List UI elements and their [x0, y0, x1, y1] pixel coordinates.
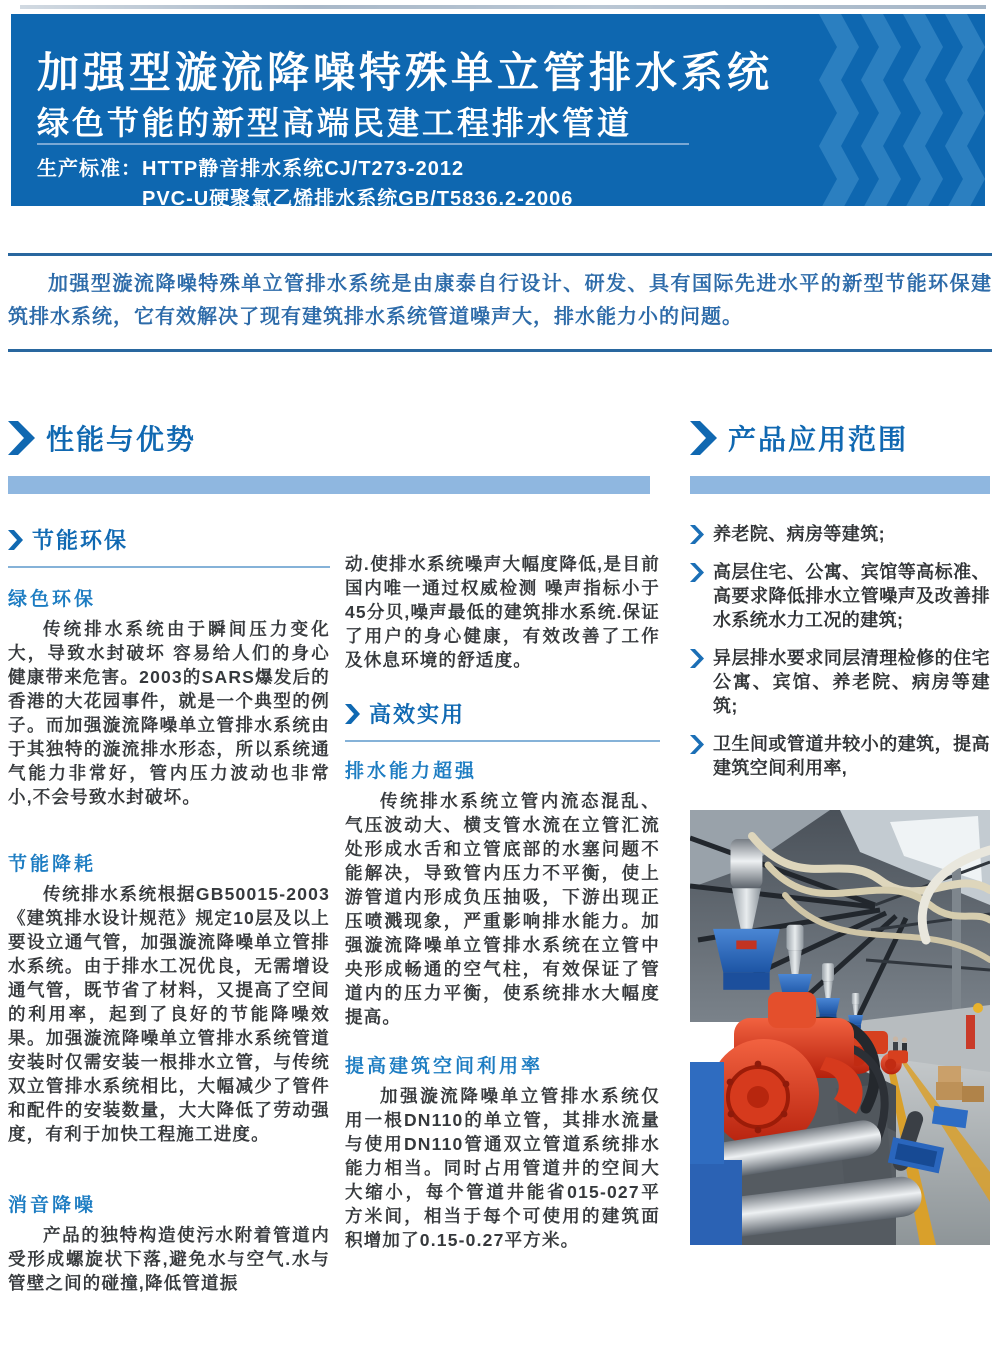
block-title-green-env: 绿色环保 [8, 589, 97, 610]
section-title: 产品应用范围 [728, 424, 909, 455]
page-subtitle: 绿色节能的新型高端民建工程排水管道 [37, 105, 633, 141]
banner-divider [37, 143, 689, 145]
application-list [685, 522, 990, 780]
performance-column-left [8, 418, 330, 1295]
block-text-green-env: 传统排水系统由于瞬间压力变化大，导致水封破坏 容易给人们的身心健康带来危害。2003的SARS爆发后的香港的大花园事件，就是一个典型的例子。而加强漩流降噪单立管排水系统由于其独特的漩流排水形态，所以系统通气能力非常好，管内压力波动也非常小,不会号致水封破坏。 [8, 619, 330, 807]
chevron-right-icon [690, 421, 717, 455]
applications-column [685, 418, 990, 1245]
noise-reduction-continuation: 动.使排水系统噪声大幅度降低,是目前国内唯一通过权威检测 噪声指标小于45分贝,噪声最低的建筑排水系统.保证了用户的身心健康，有效改善了工作及休息环境的舒适度。 [345, 554, 660, 670]
chevron-bullet-icon [690, 563, 704, 582]
section-header-applications [685, 418, 990, 458]
list-item-text: 养老院、病房等建筑; [713, 524, 885, 544]
chevron-bullet-icon [690, 525, 704, 544]
block-title-drainage: 排水能力超强 [345, 761, 478, 782]
standard-line-1: HTTP静音排水系统CJ/T273-2012 [142, 158, 465, 180]
section-underline-bar [690, 476, 990, 494]
chevron-right-icon [8, 421, 35, 455]
chevron-right-icon [8, 530, 23, 550]
block-title-energy-saving: 节能降耗 [8, 854, 97, 875]
standard-line-2: PVC-U硬聚氯乙烯排水系统GB/T5836.2-2006 [142, 188, 574, 210]
list-item-text: 高层住宅、公寓、宾馆等高标准、高要求降低排水立管噪声及改善排水系统水力工况的建筑; [713, 562, 990, 630]
list-item-text: 异层排水要求同层清理检修的住宅公寓、宾馆、养老院、病房等建筑; [713, 648, 990, 716]
block-title-noise-reduction: 消音降噪 [8, 1195, 97, 1216]
page-title: 加强型漩流降噪特殊单立管排水系统 [37, 49, 774, 96]
subsection-header-efficient [345, 698, 660, 742]
subsection-title: 节能环保 [32, 528, 129, 553]
production-standards [37, 154, 573, 214]
list-item [690, 560, 990, 632]
chevron-pattern-decoration [817, 14, 985, 206]
block-title-space: 提高建筑空间利用率 [345, 1056, 544, 1077]
intro-paragraph: 加强型漩流降噪特殊单立管排水系统是由康泰自行设计、研发、具有国际先进水平的新型节能环保建筑排水系统，它有效解决了现有建筑排水系统管道噪声大，排水能力小的问题。 [8, 273, 992, 328]
block-text-energy-saving: 传统排水系统根据GB50015-2003《建筑排水设计规范》规定10层及以上要设立通气管，加强漩流降噪单立管排水系统。由于排水工况优良，无需增设通气管，既节省了材料，又提高了空间的利用率，起到了良好的节能降噪效果。加强漩流降噪单立管排水系统管道安装时仅需安装一根排水立管，与传统双立管排水系统相比，大幅减少了管件和配件的安装数量，大大降低了劳动强度，有利于加快工程施工进度。 [8, 884, 330, 1144]
subsection-title: 高效实用 [369, 702, 466, 727]
performance-column-middle [345, 418, 660, 1252]
section-header-performance [8, 418, 330, 458]
chevron-bullet-icon [690, 649, 704, 668]
header-banner [11, 14, 985, 210]
list-item [690, 732, 990, 780]
standards-label: 生产标准： [37, 158, 142, 180]
block-text-drainage: 传统排水系统立管内流态混乱、气压波动大、横支管水流在立管汇流处形成水舌和立管底部的水塞问题不能解决，导致管内压力不平衡，使上游管道内形成负压抽吸，下游出现正压喷溅现象，严重影响排水能力。加强漩流降噪单立管排水系统在立管中央形成畅通的空气柱，有效保证了管道内的压力平衡，使系统排水大幅度提高。 [345, 791, 660, 1027]
factory-photo [690, 810, 990, 1245]
block-text-space: 加强漩流降噪单立管排水系统仅用一根DN110的单立管，其排水流量与使用DN110管通双立管道系统排水能力相当。同时占用管道井的空间大大缩小，每个管道井能省015-027平方米间，相当于每个可使用的建筑面积增加了0.15-0.27平方米。 [345, 1086, 660, 1250]
list-item [690, 646, 990, 718]
intro-section [8, 253, 992, 352]
chevron-right-icon [345, 704, 360, 724]
subsection-header-energy-env [8, 524, 330, 568]
section-title: 性能与优势 [46, 424, 197, 455]
list-item [690, 522, 990, 546]
block-text-noise-reduction: 产品的独特构造使污水附着管道内受形成螺旋状下落,避免水与空气.水与管壁之间的碰撞,降低管道振 [8, 1225, 330, 1293]
list-item-text: 卫生间或管道井较小的建筑，提高建筑空间利用率, [713, 734, 990, 778]
chevron-bullet-icon [690, 735, 704, 754]
scan-edge-strip [20, 5, 986, 9]
